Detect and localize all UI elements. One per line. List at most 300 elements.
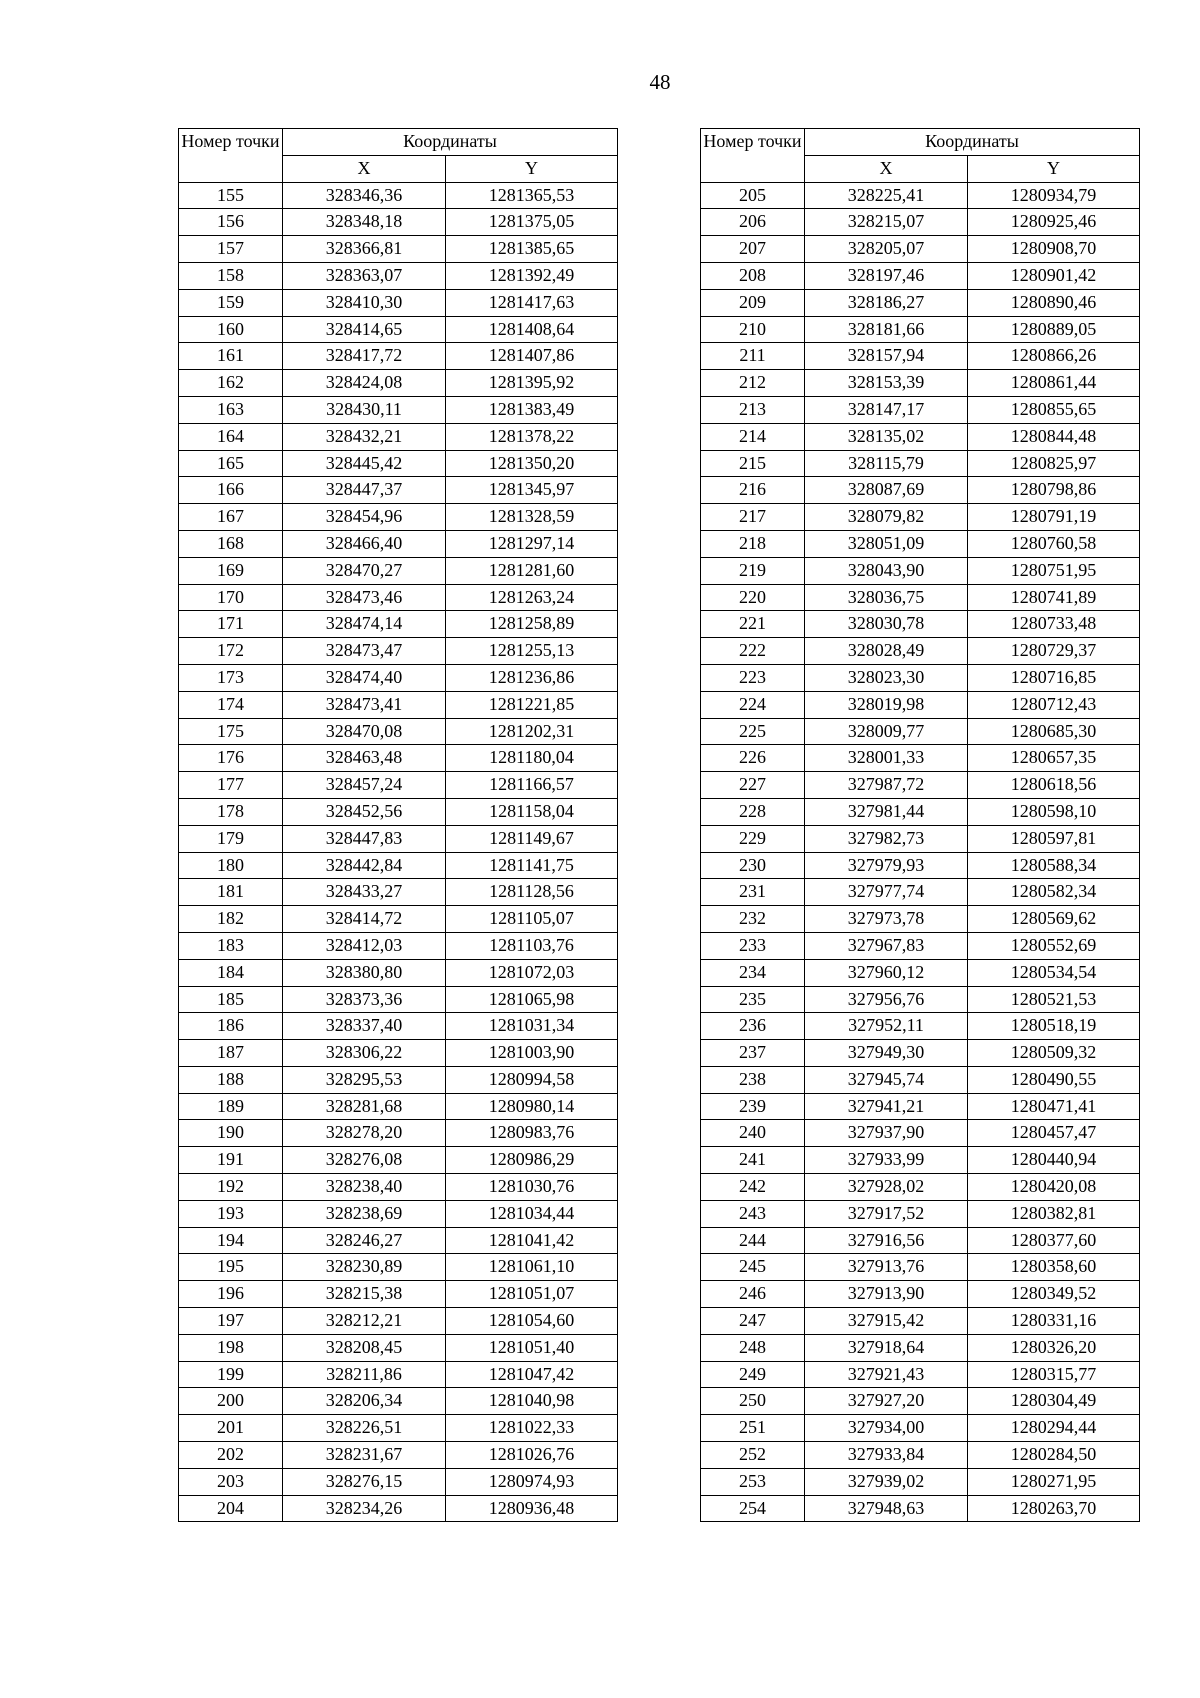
y-coordinate-cell: 1281030,76	[446, 1174, 618, 1201]
y-coordinate-cell: 1280326,20	[968, 1334, 1140, 1361]
coordinates-header: Координаты	[805, 129, 1140, 156]
table-row	[179, 289, 618, 316]
point-number-cell: 207	[701, 236, 805, 263]
point-number-cell: 198	[179, 1334, 283, 1361]
y-coordinate-cell: 1280890,46	[968, 289, 1140, 316]
x-coordinate-cell: 327981,44	[805, 798, 968, 825]
x-header: X	[805, 155, 968, 182]
point-number-cell: 164	[179, 423, 283, 450]
x-coordinate-cell: 327952,11	[805, 1013, 968, 1040]
x-coordinate-cell: 328009,77	[805, 718, 968, 745]
point-number-cell: 157	[179, 236, 283, 263]
y-coordinate-cell: 1280534,54	[968, 959, 1140, 986]
y-coordinate-cell: 1281041,42	[446, 1227, 618, 1254]
x-coordinate-cell: 328246,27	[283, 1227, 446, 1254]
table-row	[179, 396, 618, 423]
x-coordinate-cell: 327973,78	[805, 906, 968, 933]
table-row	[179, 1468, 618, 1495]
y-coordinate-cell: 1280889,05	[968, 316, 1140, 343]
table-row	[179, 718, 618, 745]
y-coordinate-cell: 1280552,69	[968, 932, 1140, 959]
point-number-cell: 174	[179, 691, 283, 718]
point-number-cell: 169	[179, 557, 283, 584]
point-number-cell: 243	[701, 1200, 805, 1227]
y-coordinate-cell: 1280471,41	[968, 1093, 1140, 1120]
x-coordinate-cell: 328366,81	[283, 236, 446, 263]
point-number-cell: 226	[701, 745, 805, 772]
point-number-cell: 206	[701, 209, 805, 236]
x-coordinate-cell: 327933,84	[805, 1442, 968, 1469]
x-coordinate-cell: 328442,84	[283, 852, 446, 879]
x-coordinate-cell: 328278,20	[283, 1120, 446, 1147]
point-number-cell: 244	[701, 1227, 805, 1254]
point-number-cell: 199	[179, 1361, 283, 1388]
x-coordinate-cell: 328051,09	[805, 530, 968, 557]
table-row	[701, 718, 1140, 745]
point-number-cell: 231	[701, 879, 805, 906]
point-number-cell: 166	[179, 477, 283, 504]
y-coordinate-cell: 1280490,55	[968, 1066, 1140, 1093]
table-row	[701, 691, 1140, 718]
y-coordinate-cell: 1280741,89	[968, 584, 1140, 611]
point-number-cell: 191	[179, 1147, 283, 1174]
table-row	[179, 182, 618, 209]
table-row	[701, 1308, 1140, 1335]
y-coordinate-cell: 1280377,60	[968, 1227, 1140, 1254]
table-row	[179, 959, 618, 986]
x-coordinate-cell: 328181,66	[805, 316, 968, 343]
x-coordinate-cell: 327967,83	[805, 932, 968, 959]
table-row	[701, 1388, 1140, 1415]
point-number-cell: 232	[701, 906, 805, 933]
table-row	[179, 209, 618, 236]
y-coordinate-cell: 1281054,60	[446, 1308, 618, 1335]
y-coordinate-cell: 1280844,48	[968, 423, 1140, 450]
y-coordinate-cell: 1281158,04	[446, 798, 618, 825]
point-number-cell: 185	[179, 986, 283, 1013]
point-number-cell: 223	[701, 664, 805, 691]
y-coordinate-cell: 1280760,58	[968, 530, 1140, 557]
x-coordinate-cell: 327927,20	[805, 1388, 968, 1415]
point-number-cell: 215	[701, 450, 805, 477]
x-coordinate-cell: 328206,34	[283, 1388, 446, 1415]
y-coordinate-cell: 1280284,50	[968, 1442, 1140, 1469]
x-coordinate-cell: 328215,38	[283, 1281, 446, 1308]
y-coordinate-cell: 1281105,07	[446, 906, 618, 933]
point-number-cell: 220	[701, 584, 805, 611]
x-coordinate-cell: 328030,78	[805, 611, 968, 638]
point-number-cell: 156	[179, 209, 283, 236]
table-row	[701, 289, 1140, 316]
x-coordinate-cell: 328432,21	[283, 423, 446, 450]
point-number-cell: 179	[179, 825, 283, 852]
y-coordinate-cell: 1281003,90	[446, 1040, 618, 1067]
y-coordinate-cell: 1280936,48	[446, 1495, 618, 1522]
y-coordinate-cell: 1281365,53	[446, 182, 618, 209]
table-body-right	[701, 182, 1140, 1522]
x-coordinate-cell: 328417,72	[283, 343, 446, 370]
table-row	[179, 236, 618, 263]
point-number-cell: 250	[701, 1388, 805, 1415]
point-number-cell: 236	[701, 1013, 805, 1040]
y-coordinate-cell: 1280733,48	[968, 611, 1140, 638]
x-coordinate-cell: 328276,08	[283, 1147, 446, 1174]
point-number-cell: 187	[179, 1040, 283, 1067]
x-coordinate-cell: 328226,51	[283, 1415, 446, 1442]
x-coordinate-cell: 327948,63	[805, 1495, 968, 1522]
x-coordinate-cell: 327982,73	[805, 825, 968, 852]
table-row	[179, 1066, 618, 1093]
table-row	[701, 745, 1140, 772]
x-coordinate-cell: 328028,49	[805, 638, 968, 665]
table-row	[701, 557, 1140, 584]
y-header: Y	[968, 155, 1140, 182]
x-coordinate-cell: 328474,40	[283, 664, 446, 691]
x-coordinate-cell: 328043,90	[805, 557, 968, 584]
table-row	[701, 1093, 1140, 1120]
x-coordinate-cell: 328208,45	[283, 1334, 446, 1361]
x-coordinate-cell: 328215,07	[805, 209, 968, 236]
table-row	[701, 316, 1140, 343]
x-coordinate-cell: 328115,79	[805, 450, 968, 477]
table-row	[179, 450, 618, 477]
y-coordinate-cell: 1280618,56	[968, 772, 1140, 799]
point-number-cell: 209	[701, 289, 805, 316]
y-coordinate-cell: 1280798,86	[968, 477, 1140, 504]
x-coordinate-cell: 328238,40	[283, 1174, 446, 1201]
point-number-cell: 200	[179, 1388, 283, 1415]
point-number-cell: 178	[179, 798, 283, 825]
y-coordinate-cell: 1281034,44	[446, 1200, 618, 1227]
point-number-cell: 194	[179, 1227, 283, 1254]
table-row	[701, 182, 1140, 209]
table-row	[701, 343, 1140, 370]
table-row	[179, 1415, 618, 1442]
y-coordinate-cell: 1280925,46	[968, 209, 1140, 236]
x-coordinate-cell: 328197,46	[805, 262, 968, 289]
point-number-cell: 159	[179, 289, 283, 316]
y-coordinate-cell: 1281385,65	[446, 236, 618, 263]
x-coordinate-cell: 327915,42	[805, 1308, 968, 1335]
x-coordinate-cell: 327913,90	[805, 1281, 968, 1308]
table-row	[701, 1013, 1140, 1040]
table-row	[701, 1174, 1140, 1201]
table-row	[701, 530, 1140, 557]
table-row	[179, 262, 618, 289]
x-coordinate-cell: 327928,02	[805, 1174, 968, 1201]
point-number-cell: 168	[179, 530, 283, 557]
table-row	[701, 450, 1140, 477]
table-row	[701, 423, 1140, 450]
table-row	[179, 1308, 618, 1335]
x-coordinate-cell: 327917,52	[805, 1200, 968, 1227]
x-coordinate-cell: 327913,76	[805, 1254, 968, 1281]
table-row	[701, 638, 1140, 665]
y-coordinate-cell: 1280751,95	[968, 557, 1140, 584]
y-coordinate-cell: 1280582,34	[968, 879, 1140, 906]
y-coordinate-cell: 1280685,30	[968, 718, 1140, 745]
table-row	[701, 986, 1140, 1013]
y-coordinate-cell: 1281297,14	[446, 530, 618, 557]
y-coordinate-cell: 1281281,60	[446, 557, 618, 584]
y-coordinate-cell: 1280349,52	[968, 1281, 1140, 1308]
y-coordinate-cell: 1280657,35	[968, 745, 1140, 772]
y-coordinate-cell: 1281065,98	[446, 986, 618, 1013]
table-row	[179, 932, 618, 959]
y-coordinate-cell: 1281407,86	[446, 343, 618, 370]
x-header: X	[283, 155, 446, 182]
y-coordinate-cell: 1281392,49	[446, 262, 618, 289]
point-number-cell: 208	[701, 262, 805, 289]
y-coordinate-cell: 1280315,77	[968, 1361, 1140, 1388]
point-number-cell: 161	[179, 343, 283, 370]
y-coordinate-cell: 1280986,29	[446, 1147, 618, 1174]
table-body-left	[179, 182, 618, 1522]
point-number-cell: 190	[179, 1120, 283, 1147]
table-row	[701, 584, 1140, 611]
x-coordinate-cell: 328414,72	[283, 906, 446, 933]
y-coordinate-cell: 1280358,60	[968, 1254, 1140, 1281]
point-number-cell: 182	[179, 906, 283, 933]
point-number-cell: 167	[179, 504, 283, 531]
x-coordinate-cell: 327977,74	[805, 879, 968, 906]
y-coordinate-cell: 1281040,98	[446, 1388, 618, 1415]
point-number-cell: 229	[701, 825, 805, 852]
point-number-cell: 160	[179, 316, 283, 343]
x-coordinate-cell: 328225,41	[805, 182, 968, 209]
point-number-cell: 163	[179, 396, 283, 423]
point-number-cell: 203	[179, 1468, 283, 1495]
y-coordinate-cell: 1280994,58	[446, 1066, 618, 1093]
x-coordinate-cell: 328447,83	[283, 825, 446, 852]
point-number-cell: 249	[701, 1361, 805, 1388]
y-coordinate-cell: 1280294,44	[968, 1415, 1140, 1442]
y-coordinate-cell: 1281221,85	[446, 691, 618, 718]
y-coordinate-cell: 1280901,42	[968, 262, 1140, 289]
table-row	[701, 1066, 1140, 1093]
x-coordinate-cell: 328363,07	[283, 262, 446, 289]
point-number-cell: 165	[179, 450, 283, 477]
y-coordinate-cell: 1280509,32	[968, 1040, 1140, 1067]
table-row	[701, 1361, 1140, 1388]
x-coordinate-cell: 328473,46	[283, 584, 446, 611]
table-row	[179, 1200, 618, 1227]
table-row	[179, 664, 618, 691]
table-row	[179, 1120, 618, 1147]
table-row	[701, 664, 1140, 691]
x-coordinate-cell: 328186,27	[805, 289, 968, 316]
y-coordinate-cell: 1281378,22	[446, 423, 618, 450]
y-coordinate-cell: 1280934,79	[968, 182, 1140, 209]
y-coordinate-cell: 1280271,95	[968, 1468, 1140, 1495]
table-row	[179, 1361, 618, 1388]
point-number-cell: 217	[701, 504, 805, 531]
table-row	[701, 611, 1140, 638]
y-coordinate-cell: 1280716,85	[968, 664, 1140, 691]
x-coordinate-cell: 328380,80	[283, 959, 446, 986]
table-row	[701, 1227, 1140, 1254]
x-coordinate-cell: 328454,96	[283, 504, 446, 531]
x-coordinate-cell: 327939,02	[805, 1468, 968, 1495]
x-coordinate-cell: 328346,36	[283, 182, 446, 209]
x-coordinate-cell: 328470,27	[283, 557, 446, 584]
table-row	[179, 557, 618, 584]
point-number-cell: 189	[179, 1093, 283, 1120]
x-coordinate-cell: 327945,74	[805, 1066, 968, 1093]
point-number-cell: 181	[179, 879, 283, 906]
point-number-cell: 237	[701, 1040, 805, 1067]
point-number-cell: 242	[701, 1174, 805, 1201]
x-coordinate-cell: 327933,99	[805, 1147, 968, 1174]
table-row	[179, 1013, 618, 1040]
point-number-cell: 170	[179, 584, 283, 611]
table-row	[179, 1093, 618, 1120]
y-coordinate-cell: 1281051,40	[446, 1334, 618, 1361]
x-coordinate-cell: 328463,48	[283, 745, 446, 772]
table-row	[179, 584, 618, 611]
point-number-cell: 195	[179, 1254, 283, 1281]
x-coordinate-cell: 328135,02	[805, 423, 968, 450]
y-header: Y	[446, 155, 618, 182]
point-number-cell: 175	[179, 718, 283, 745]
x-coordinate-cell: 328281,68	[283, 1093, 446, 1120]
table-row	[701, 1147, 1140, 1174]
table-row	[701, 1040, 1140, 1067]
table-row	[179, 798, 618, 825]
y-coordinate-cell: 1281328,59	[446, 504, 618, 531]
y-coordinate-cell: 1280729,37	[968, 638, 1140, 665]
point-number-cell: 218	[701, 530, 805, 557]
y-coordinate-cell: 1281350,20	[446, 450, 618, 477]
y-coordinate-cell: 1280908,70	[968, 236, 1140, 263]
point-number-cell: 225	[701, 718, 805, 745]
table-row	[179, 530, 618, 557]
point-number-cell: 233	[701, 932, 805, 959]
point-number-cell: 201	[179, 1415, 283, 1442]
table-row	[701, 852, 1140, 879]
table-row	[179, 879, 618, 906]
y-coordinate-cell: 1281051,07	[446, 1281, 618, 1308]
table-row	[179, 370, 618, 397]
table-row	[701, 1254, 1140, 1281]
x-coordinate-cell: 327918,64	[805, 1334, 968, 1361]
table-row	[701, 477, 1140, 504]
page-number: 48	[649, 70, 671, 94]
table-row	[701, 1495, 1140, 1522]
y-coordinate-cell: 1281128,56	[446, 879, 618, 906]
point-number-cell: 183	[179, 932, 283, 959]
y-coordinate-cell: 1281202,31	[446, 718, 618, 745]
x-coordinate-cell: 328205,07	[805, 236, 968, 263]
y-coordinate-cell: 1281166,57	[446, 772, 618, 799]
table-row	[701, 1200, 1140, 1227]
point-number-header: Номер точки	[701, 129, 805, 183]
y-coordinate-cell: 1280825,97	[968, 450, 1140, 477]
table-row	[179, 825, 618, 852]
point-number-cell: 162	[179, 370, 283, 397]
point-number-cell: 177	[179, 772, 283, 799]
x-coordinate-cell: 328023,30	[805, 664, 968, 691]
point-number-cell: 171	[179, 611, 283, 638]
y-coordinate-cell: 1281180,04	[446, 745, 618, 772]
point-number-cell: 219	[701, 557, 805, 584]
y-coordinate-cell: 1281141,75	[446, 852, 618, 879]
x-coordinate-cell: 328414,65	[283, 316, 446, 343]
point-number-cell: 214	[701, 423, 805, 450]
y-coordinate-cell: 1281236,86	[446, 664, 618, 691]
x-coordinate-cell: 328036,75	[805, 584, 968, 611]
x-coordinate-cell: 328234,26	[283, 1495, 446, 1522]
y-coordinate-cell: 1281103,76	[446, 932, 618, 959]
x-coordinate-cell: 328473,47	[283, 638, 446, 665]
point-number-cell: 205	[701, 182, 805, 209]
x-coordinate-cell: 327921,43	[805, 1361, 968, 1388]
y-coordinate-cell: 1280304,49	[968, 1388, 1140, 1415]
table-row	[179, 423, 618, 450]
point-number-cell: 202	[179, 1442, 283, 1469]
y-coordinate-cell: 1280974,93	[446, 1468, 618, 1495]
y-coordinate-cell: 1281375,05	[446, 209, 618, 236]
x-coordinate-cell: 328306,22	[283, 1040, 446, 1067]
x-coordinate-cell: 328019,98	[805, 691, 968, 718]
y-coordinate-cell: 1280569,62	[968, 906, 1140, 933]
point-number-cell: 222	[701, 638, 805, 665]
table-row	[179, 1442, 618, 1469]
point-number-cell: 186	[179, 1013, 283, 1040]
x-coordinate-cell: 328211,86	[283, 1361, 446, 1388]
point-number-header: Номер точки	[179, 129, 283, 183]
point-number-cell: 240	[701, 1120, 805, 1147]
table-row	[179, 852, 618, 879]
point-number-cell: 180	[179, 852, 283, 879]
point-number-cell: 197	[179, 1308, 283, 1335]
x-coordinate-cell: 328410,30	[283, 289, 446, 316]
x-coordinate-cell: 328457,24	[283, 772, 446, 799]
point-number-cell: 173	[179, 664, 283, 691]
y-coordinate-cell: 1281031,34	[446, 1013, 618, 1040]
point-number-cell: 248	[701, 1334, 805, 1361]
x-coordinate-cell: 327941,21	[805, 1093, 968, 1120]
y-coordinate-cell: 1280263,70	[968, 1495, 1140, 1522]
point-number-cell: 184	[179, 959, 283, 986]
table-row	[179, 1388, 618, 1415]
x-coordinate-cell: 328348,18	[283, 209, 446, 236]
point-number-cell: 246	[701, 1281, 805, 1308]
point-number-cell: 204	[179, 1495, 283, 1522]
point-number-cell: 155	[179, 182, 283, 209]
point-number-cell: 172	[179, 638, 283, 665]
x-coordinate-cell: 328001,33	[805, 745, 968, 772]
x-coordinate-cell: 328445,42	[283, 450, 446, 477]
x-coordinate-cell: 328230,89	[283, 1254, 446, 1281]
y-coordinate-cell: 1281395,92	[446, 370, 618, 397]
x-coordinate-cell: 328276,15	[283, 1468, 446, 1495]
y-coordinate-cell: 1281408,64	[446, 316, 618, 343]
y-coordinate-cell: 1281383,49	[446, 396, 618, 423]
x-coordinate-cell: 328433,27	[283, 879, 446, 906]
point-number-cell: 234	[701, 959, 805, 986]
table-row	[701, 396, 1140, 423]
x-coordinate-cell: 328452,56	[283, 798, 446, 825]
point-number-cell: 216	[701, 477, 805, 504]
y-coordinate-cell: 1281047,42	[446, 1361, 618, 1388]
x-coordinate-cell: 328147,17	[805, 396, 968, 423]
x-coordinate-cell: 327987,72	[805, 772, 968, 799]
table-row	[701, 370, 1140, 397]
table-row	[179, 1281, 618, 1308]
y-coordinate-cell: 1281255,13	[446, 638, 618, 665]
table-row	[179, 343, 618, 370]
